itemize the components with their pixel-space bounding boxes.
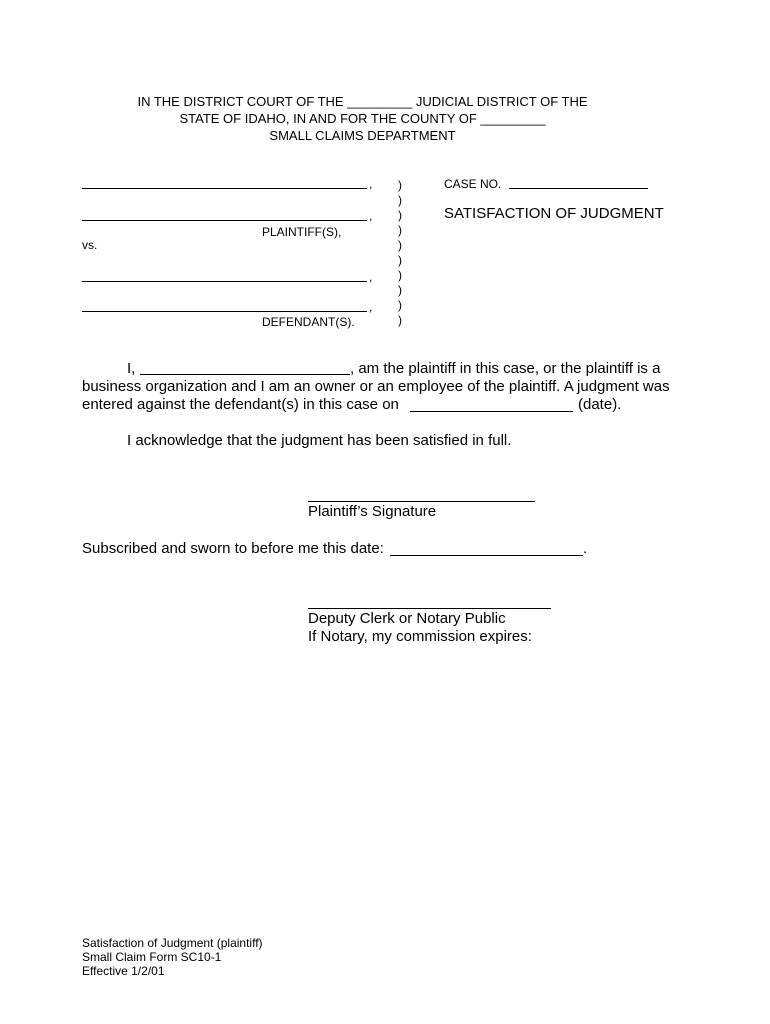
plaintiff-name-line-2[interactable]	[82, 220, 367, 221]
caption-paren: )	[398, 193, 402, 207]
comma: ,	[369, 177, 373, 191]
para2-text: I acknowledge that the judgment has been satisfied in full.	[127, 432, 512, 449]
caption-paren: )	[398, 268, 402, 282]
defendant-name-line-1[interactable]	[82, 281, 367, 282]
footer-form-title: Satisfaction of Judgment (plaintiff)	[82, 936, 263, 950]
plaintiff-label: PLAINTIFF(S),	[262, 225, 342, 239]
plaintiff-signature-line[interactable]	[308, 501, 535, 502]
notary-expires-label: If Notary, my commission expires:	[308, 628, 532, 645]
caption-paren: )	[398, 178, 402, 192]
defendant-name-line-2[interactable]	[82, 311, 367, 312]
plaintiff-name-field[interactable]	[140, 374, 350, 375]
sworn-text: Subscribed and sworn to before me this date:	[82, 540, 384, 557]
caption-paren: )	[398, 283, 402, 297]
case-no-label: CASE NO.	[444, 177, 502, 191]
comma: ,	[369, 270, 373, 284]
caption-paren: )	[398, 313, 402, 327]
document-title: SATISFACTION OF JUDGMENT	[444, 205, 664, 222]
court-header-line-2: STATE OF IDAHO, IN AND FOR THE COUNTY OF _________	[179, 111, 546, 126]
caption-paren: )	[398, 238, 402, 252]
sworn-period: .	[583, 540, 588, 557]
clerk-label: Deputy Clerk or Notary Public	[308, 610, 506, 627]
para1-line3-text: entered against the defendant(s) in this case on	[82, 396, 399, 413]
court-header-line-1: IN THE DISTRICT COURT OF THE _________ JUDICIAL DISTRICT OF THE	[137, 94, 588, 109]
comma: ,	[369, 300, 373, 314]
footer-effective-date: Effective 1/2/01	[82, 964, 165, 978]
para1-line2-text: business organization and I am an owner or an employee of the plaintiff. A judgment was	[82, 378, 670, 395]
court-header-line-3: SMALL CLAIMS DEPARTMENT	[269, 128, 456, 143]
para1-line1-text: , am the plaintiff in this case, or the plaintiff is a	[350, 360, 661, 377]
caption-paren: )	[398, 223, 402, 237]
sworn-date-field[interactable]	[390, 555, 583, 556]
date-label: (date).	[578, 396, 622, 413]
case-no-field[interactable]	[509, 188, 648, 189]
versus-label: vs.	[82, 238, 98, 252]
footer-form-number: Small Claim Form SC10-1	[82, 950, 222, 964]
plaintiff-signature-label: Plaintiff’s Signature	[308, 503, 437, 520]
caption-paren: )	[398, 208, 402, 222]
comma: ,	[369, 209, 373, 223]
para1-i: I,	[127, 360, 136, 377]
defendant-label: DEFENDANT(S).	[262, 315, 355, 329]
plaintiff-name-line-1[interactable]	[82, 188, 367, 189]
caption-paren: )	[398, 298, 402, 312]
caption-paren: )	[398, 253, 402, 267]
judgment-date-field[interactable]	[410, 411, 573, 412]
clerk-signature-line[interactable]	[308, 608, 551, 609]
